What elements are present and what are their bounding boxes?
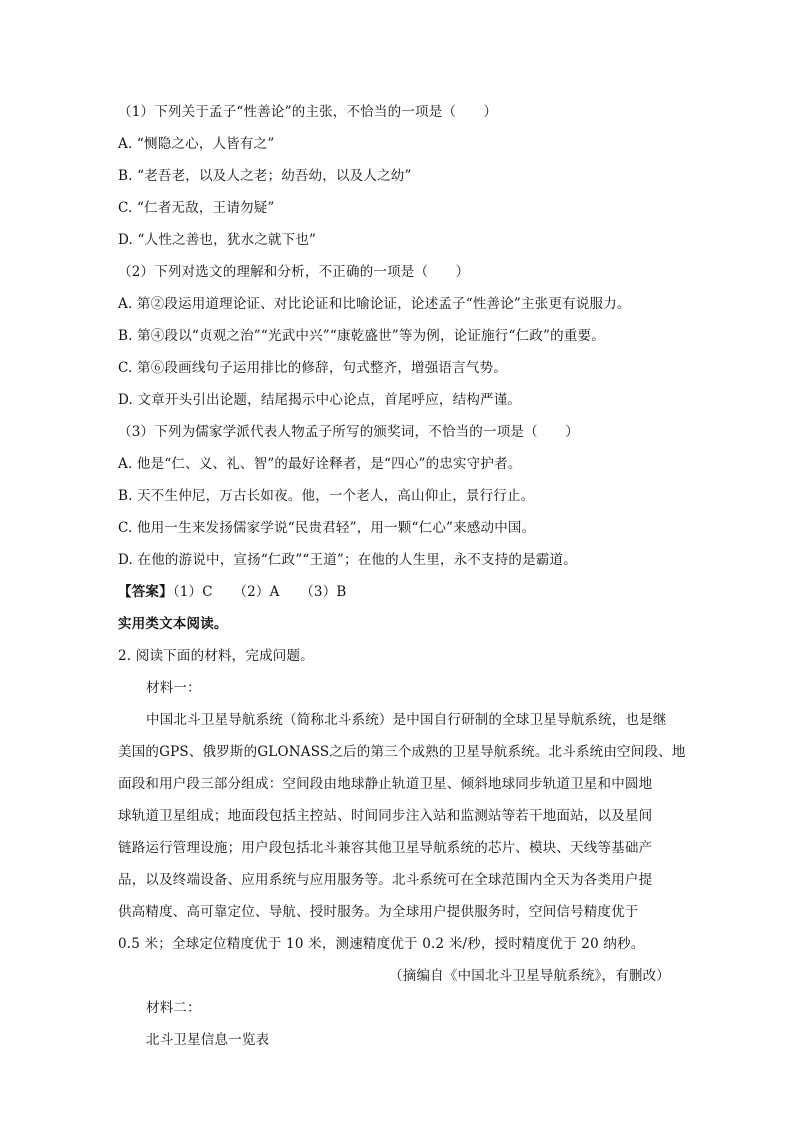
material-1-source: （摘编自《中国北斗卫星导航系统》，有删改） [389,968,670,984]
question-1-option-a: A. “恻隐之心，人皆有之” [118,136,275,152]
material-1-line: 品，以及终端设备、应用系统与应用服务等。北斗系统可在全球范围内全天为各类用户提 [118,872,653,888]
question-2-intro: 2. 阅读下面的材料，完成问题。 [118,648,314,664]
material-1-title: 材料一： [146,680,201,696]
question-1-stem: （1）下列关于孟子“性善论”的主张，不恰当的一项是（ ） [118,104,498,120]
question-1-option-c: C. “仁者无敌，王请勿疑” [118,200,275,216]
question-1-option-d: D. “人性之善也，犹水之就下也” [118,232,317,248]
material-2-title: 材料二： [146,1000,201,1016]
question-3-option-b: B. 天不生仲尼，万古长如夜。他，一个老人，高山仰止，景行行止。 [118,488,535,504]
answer-line [118,582,347,602]
question-3-option-a: A. 他是“仁、义、礼、智”的最好诠释者，是“四心”的忠实守护者。 [118,456,522,472]
answer-text: （1）C （2）A （3）B [172,584,347,600]
question-2-option-d: D. 文章开头引出论题，结尾揭示中心论点，首尾呼应，结构严谨。 [118,392,522,408]
question-3-option-d: D. 在他的游说中，宣扬“仁政”“王道”；在他的人生里，永不支持的是霸道。 [118,552,577,568]
material-1-line: 美国的GPS、俄罗斯的GLONASS之后的第三个成熟的卫星导航系统。北斗系统由空间段、地 [118,744,686,760]
question-2-stem: （2）下列对选文的理解和分析，不正确的一项是（ ） [118,264,470,280]
answer-label: 【答案】 [118,584,173,600]
question-2-option-b: B. 第④段以“贞观之治”“光武中兴”“康乾盛世”等为例，论证施行“仁政”的重要。 [118,328,605,344]
question-2-option-c: C. 第⑥段画线句子运用排比的修辞，句式整齐，增强语言气势。 [118,360,507,376]
material-1-line: 面段和用户段三部分组成：空间段由地球静止轨道卫星、倾斜地球同步轨道卫星和中圆地 [118,776,653,792]
question-1-option-b: B. “老吾老，以及人之老；幼吾幼，以及人之幼” [118,168,412,184]
question-2-option-a: A. 第②段运用道理论证、对比论证和比喻论证，论述孟子“性善论”主张更有说服力。 [118,296,631,312]
material-1-line: 供高精度、高可靠定位、导航、授时服务。为全球用户提供服务时，空间信号精度优于 [118,904,639,920]
material-1-line: 链路运行管理设施；用户段包括北斗兼容其他卫星导航系统的芯片、模块、天线等基础产 [118,840,653,856]
table-title: 北斗卫星信息一览表 [146,1032,270,1048]
material-1-line: 0.5 米；全球定位精度优于 10 米，测速精度优于 0.2 米/秒，授时精度优于 20 纳秒。 [118,936,645,952]
material-1-line: 中国北斗卫星导航系统（简称北斗系统）是中国自行研制的全球卫星导航系统，也是继 [146,712,667,728]
question-3-stem: （3）下列为儒家学派代表人物孟子所写的颁奖词，不恰当的一项是（ ） [118,424,579,440]
material-1-line: 球轨道卫星组成；地面段包括主控站、时间同步注入站和监测站等若干地面站，以及星间 [118,808,653,824]
section-title: 实用类文本阅读。 [118,616,228,632]
question-3-option-c: C. 他用一生来发扬儒家学说“民贵君轻”，用一颗“仁心”来感动中国。 [118,520,536,536]
